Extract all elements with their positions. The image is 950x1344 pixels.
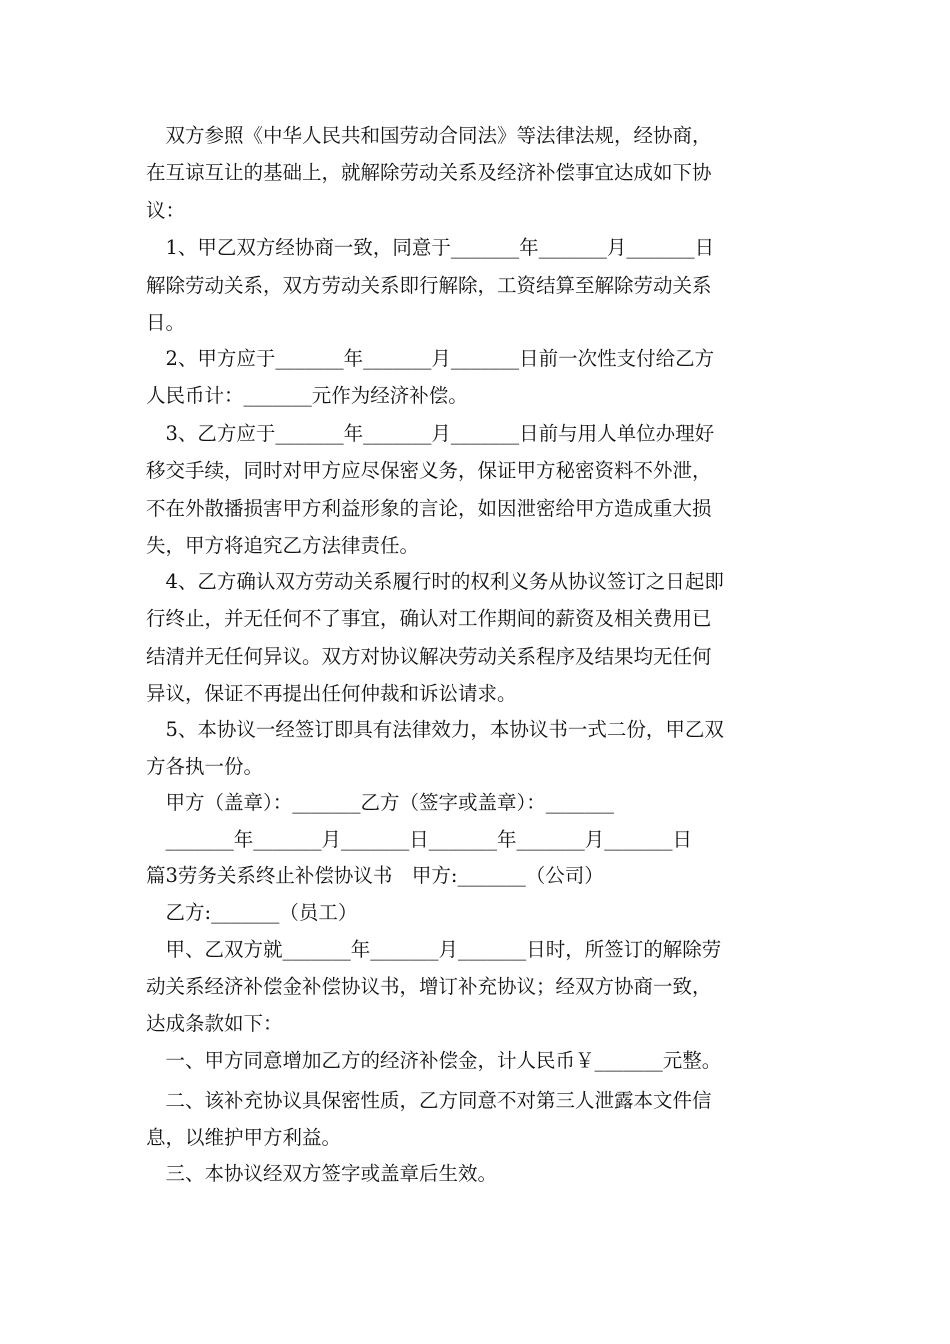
signature-line: 甲方（盖章）：_______乙方（签字或盖章）：_______ (146, 791, 615, 814)
paragraph-line: 三、本协议经双方签字或盖章后生效。 (146, 1162, 498, 1185)
party-line: 乙方:_______（员工） (146, 901, 358, 924)
paragraph-line: 动关系经济补偿金补偿协议书，增订补充协议；经双方协商一致， (146, 975, 712, 998)
paragraph-line: 人民币计：_______元作为经济补偿。 (146, 384, 468, 407)
paragraph-line: 日。 (146, 311, 186, 334)
paragraph-line: 达成条款如下： (146, 1012, 283, 1035)
paragraph-line: 双方参照《中华人民共和国劳动合同法》等法律法规，经协商， (146, 124, 712, 147)
paragraph-line: 异议，保证不再提出任何仲裁和诉讼请求。 (146, 682, 517, 705)
paragraph-line: 3、乙方应于_______年_______月_______日前与用人单位办理好 (146, 422, 715, 445)
paragraph-line: 失，甲方将追究乙方法律责任。 (146, 534, 420, 557)
paragraph-line: 结清并无任何异议。双方对协议解决劳动关系程序及结果均无任何 (146, 645, 712, 668)
paragraph-line: 甲、乙双方就_______年_______月_______日时，所签订的解除劳 (146, 938, 722, 961)
paragraph-line: 移交手续，同时对甲方应尽保密义务，保证甲方秘密资料不外泄， (146, 459, 712, 482)
paragraph-line: 一、甲方同意增加乙方的经济补偿金，计人民币￥_______元整。 (146, 1049, 722, 1072)
paragraph-line: 1、甲乙双方经协商一致，同意于_______年_______月_______日 (146, 236, 715, 259)
paragraph-line: 行终止，并无任何不了事宜，确认对工作期间的薪资及相关费用已 (146, 607, 712, 630)
paragraph-line: 5、本协议一经签订即具有法律效力，本协议书一式二份，甲乙双 (146, 718, 724, 741)
date-line: _______年_______月_______日_______年_______月_______日 (146, 828, 692, 851)
paragraph-line: 在互谅互让的基础上，就解除劳动关系及经济补偿事宜达成如下协 (146, 161, 712, 184)
paragraph-line: 解除劳动关系，双方劳动关系即行解除，工资结算至解除劳动关系 (146, 274, 712, 297)
paragraph-line: 不在外散播损害甲方利益形象的言论，如因泄密给甲方造成重大损 (146, 497, 712, 520)
paragraph-line: 息，以维护甲方利益。 (146, 1126, 342, 1149)
paragraph-line: 议： (146, 199, 186, 222)
paragraph-line: 4、乙方确认双方劳动关系履行时的权利义务从协议签订之日起即 (146, 570, 724, 593)
section-heading: 篇3劳务关系终止补偿协议书 甲方:_______（公司） (146, 864, 604, 887)
paragraph-line: 2、甲方应于_______年_______月_______日前一次性支付给乙方 (146, 347, 715, 370)
paragraph-line: 二、该补充协议具保密性质，乙方同意不对第三人泄露本文件信 (146, 1089, 712, 1112)
paragraph-line: 方各执一份。 (146, 755, 264, 778)
